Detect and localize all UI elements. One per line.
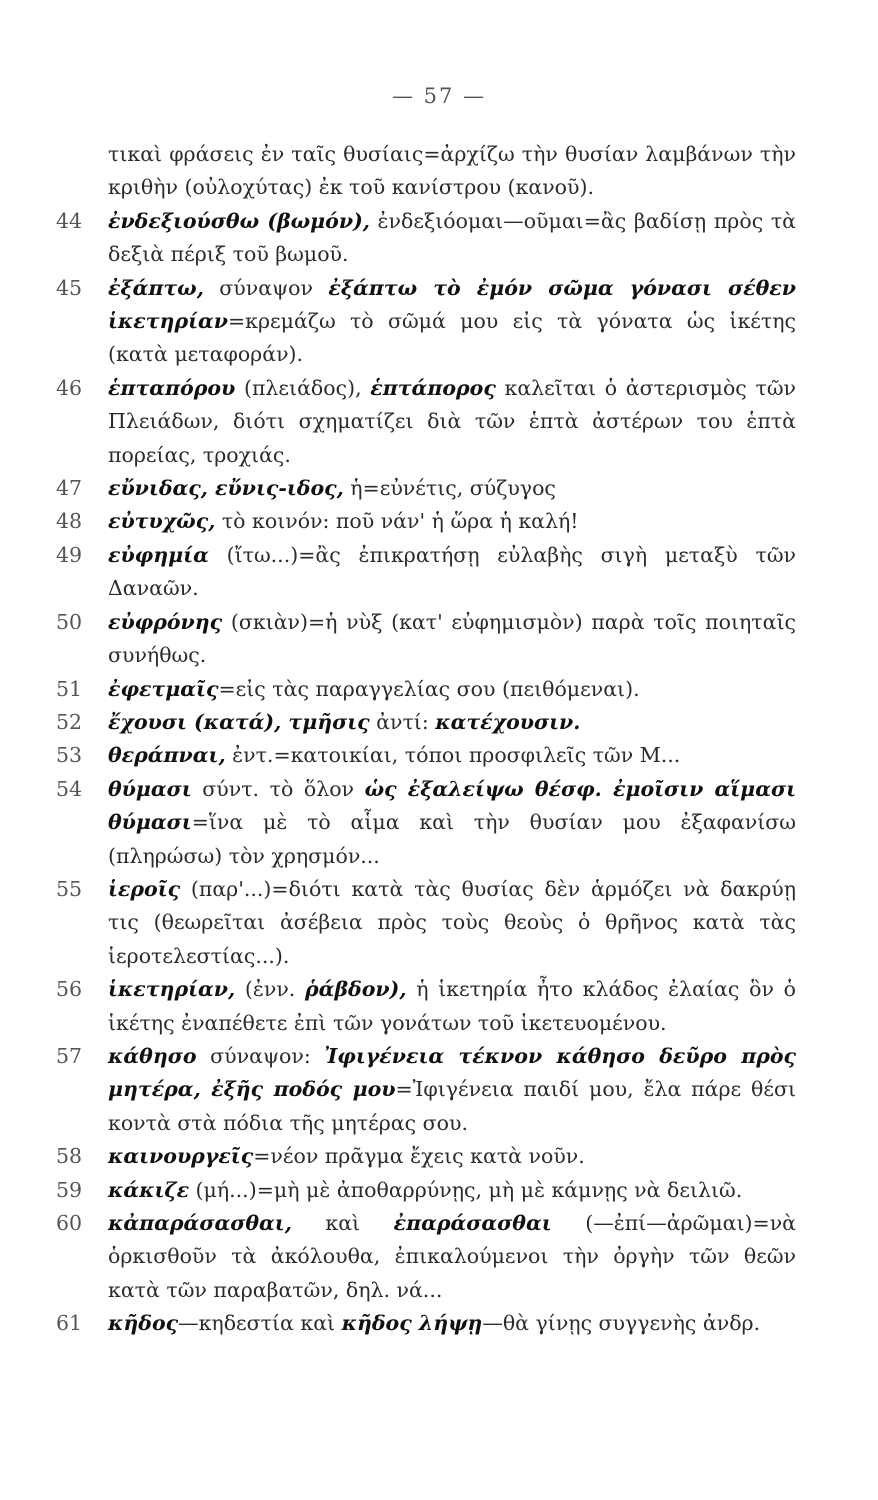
glossary-entries — [56, 138, 796, 1341]
entry-text: ἔχουσι (κατά), τμῆσις ἀντί: κατέχουσιν. — [108, 709, 581, 734]
entry-number: 53 — [56, 743, 83, 768]
entry-number: 59 — [56, 1177, 83, 1202]
glossary-entry — [56, 1174, 796, 1207]
glossary-entry — [56, 1207, 796, 1307]
entry-number: 49 — [56, 542, 83, 567]
entry-text: κάθησο σύναψον: Ἰφιγένεια τέκνον κάθησο δεῦρο πρὸς μητέρα, ἐξῆς ποδός μου=Ἰφιγένεια παιδί μου, ἔλα πάρε θέσι κοντὰ στὰ πόδια τῆς μητέρας σου. — [108, 1043, 796, 1135]
entry-text: κἀπαράσασθαι, καὶ ἐπαράσασθαι (—ἐπί—ἀρῶμαι)=νὰ ὁρκισθοῦν τὰ ἀκόλουθα, ἐπικαλούμενοι τὴν ὀργὴν τῶν θεῶν κατὰ τῶν παραβατῶν, δηλ. νά... — [108, 1211, 796, 1302]
entry-text: κῆδος—κηδεστία καὶ κῆδος λήψῃ—θὰ γίνῃς συγγενὴς ἀνδρ. — [108, 1311, 761, 1336]
entry-text: ἐξάπτω, σύναψον ἐξάπτω τὸ ἐμόν σῶμα γόνασι σέθεν ἱκετηρίαν=κρεμάζω τὸ σῶμά μου εἰς τὰ γόνατα ὡς ἱκέτης (κατὰ μεταφοράν). — [108, 275, 796, 367]
entry-text: εὐφρόνης (σκιὰν)=ἡ νὺξ (κατ' εὐφημισμὸν) παρὰ τοῖς ποιηταῖς συνήθως. — [108, 609, 796, 668]
entry-text: εὐφημία (ἴτω...)=ἂς ἐπικρατήσῃ εὐλαβὴς σιγὴ μεταξὺ τῶν Δαναῶν. — [108, 542, 796, 601]
entry-number: 51 — [56, 676, 83, 701]
glossary-entry — [56, 272, 796, 372]
entry-text: θεράπναι, ἐντ.=κατοικίαι, τόποι προσφιλεῖς τῶν Μ... — [108, 743, 681, 768]
glossary-entry — [56, 873, 796, 973]
glossary-entry — [56, 372, 796, 472]
entry-number: 46 — [56, 375, 83, 400]
entry-text: ἑπταπόρου (πλειάδος), ἑπτάπορος καλεῖται ὁ ἀστερισμὸς τῶν Πλειάδων, διότι σχηματίζει διὰ τῶν ἑπτὰ ἀστέρων του ἑπτὰ πορείας, τροχιάς. — [108, 375, 797, 467]
entry-number: 61 — [56, 1311, 83, 1336]
entry-text: θύμασι σύντ. τὸ ὅλον ὡς ἐξαλείψω θέσφ. ἐμοῖσιν αἵμασι θύμασι=ἵνα μὲ τὸ αἷμα καὶ τὴν θυσίαν μου ἐξαφανίσω (πληρώσω) τὸν χρησμόν... — [108, 776, 796, 868]
entry-number: 60 — [56, 1211, 83, 1235]
entry-number: 55 — [56, 876, 83, 901]
entry-number: 57 — [56, 1043, 83, 1068]
entry-number: 52 — [56, 709, 83, 734]
entry-text: καινουργεῖς=νέον πρᾶγμα ἔχεις κατὰ νοῦν. — [108, 1144, 585, 1169]
glossary-entry — [56, 472, 796, 505]
entry-number: 48 — [56, 509, 83, 534]
glossary-entry — [56, 205, 796, 272]
glossary-entry — [56, 773, 796, 873]
page-number: — 57 — — [391, 84, 487, 108]
glossary-entry — [56, 1307, 796, 1340]
entry-number: 54 — [56, 776, 83, 801]
glossary-entry — [56, 606, 796, 673]
entry-text: ἱεροῖς (παρ'...)=διότι κατὰ τὰς θυσίας δὲν ἁρμόζει νὰ δακρύῃ τις (θεωρεῖται ἀσέβεια πρὸς τοὺς θεοὺς ὁ θρῆνος κατὰ τὰς ἱεροτελεστίας...). — [108, 876, 796, 968]
entry-text: εὔνιδας, εὔνις-ιδος, ἡ=εὐνέτις, σύζυγος — [108, 476, 556, 501]
entry-number: 45 — [56, 275, 83, 300]
entry-text: ἐνδεξιούσθω (βωμόν), ἐνδεξιόομαι—οῦμαι=ἂς βαδίσῃ πρὸς τὰ δεξιὰ πέριξ τοῦ βωμοῦ. — [108, 208, 796, 267]
glossary-entry — [56, 539, 796, 606]
entry-text: κάκιζε (μή...)=μὴ μὲ ἀποθαρρύνῃς, μὴ μὲ κάμνῃς νὰ δειλιῶ. — [108, 1177, 743, 1202]
glossary-entry — [56, 1140, 796, 1173]
entry-number: 44 — [56, 208, 83, 233]
entry-number: 47 — [56, 476, 83, 501]
entry-text: ἱκετηρίαν, (ἐνν. ῥάβδον), ἡ ἱκετηρία ἦτο κλάδος ἐλαίας ὃν ὁ ἱκέτης ἐναπέθετε ἐπὶ τῶν γονάτων τοῦ ἱκετευομένου. — [108, 977, 796, 1035]
glossary-entry — [56, 739, 796, 772]
entry-text: εὐτυχῶς, τὸ κοινόν: ποῦ νάν' ἡ ὥρα ἡ καλή! — [108, 509, 579, 534]
entry-number: 58 — [56, 1144, 83, 1169]
glossary-entry — [56, 706, 796, 739]
entry-text: ἐφετμαῖς=εἰς τὰς παραγγελίας σου (πειθόμεναι). — [108, 676, 640, 701]
entry-list — [56, 205, 796, 1341]
glossary-entry — [56, 1040, 796, 1140]
entry-number: 56 — [56, 977, 83, 1002]
glossary-entry — [56, 505, 796, 538]
continuation-text: τικαὶ φράσεις ἐν ταῖς θυσίαις=ἀρχίζω τὴν θυσίαν λαμβάνων τὴν κριθὴν (οὐλοχύτας) ἐκ τοῦ κανίστρου (κανοῦ). — [108, 142, 796, 200]
glossary-entry — [56, 973, 796, 1040]
glossary-entry — [56, 673, 796, 706]
entry-number: 50 — [56, 609, 83, 634]
